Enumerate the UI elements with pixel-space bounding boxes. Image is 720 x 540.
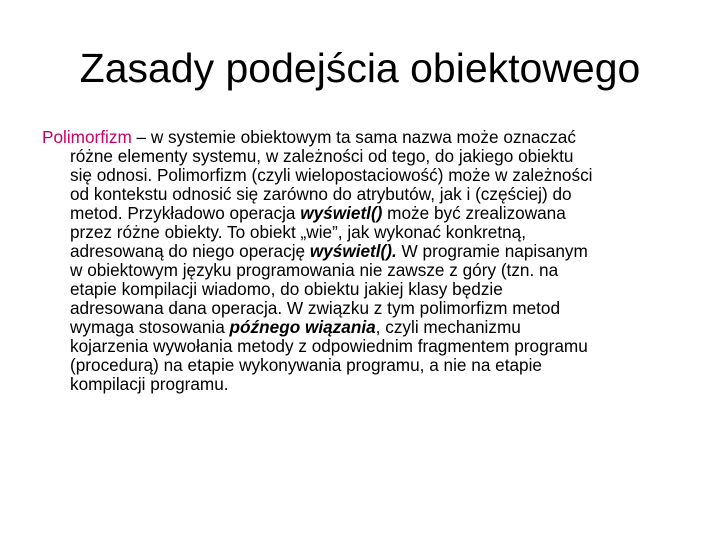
- body-line-7: [42, 242, 682, 261]
- body-line-10: [42, 299, 682, 318]
- body-text-fragment: różne elementy systemu, w zależności od tego, do jakiego obiektu: [70, 146, 574, 166]
- body-line-5: [42, 204, 682, 223]
- body-line-13: [42, 356, 682, 375]
- body-text-fragment: adresowaną do niego operację: [70, 241, 310, 261]
- body-text-fragment: się odnosi. Polimorfizm (czyli wielopostaciowość) może w zależności: [70, 165, 593, 185]
- body-line-12: [42, 337, 682, 356]
- body-text-fragment: wymaga stosowania: [70, 317, 230, 337]
- body-line-3: [42, 166, 682, 185]
- body-line-11: [42, 318, 682, 337]
- body-line-4: [42, 185, 682, 204]
- body-text-fragment: przez różne obiekty. To obiekt „wie”, jak wykonać konkretną,: [70, 222, 526, 242]
- body-line-1: [42, 128, 682, 147]
- body-line-9: [42, 280, 682, 299]
- body-text-fragment: od kontekstu odnosić się zarówno do atrybutów, jak i (częściej) do: [70, 184, 572, 204]
- body-line-8: [42, 261, 682, 280]
- body-text-fragment: może być zrealizowana: [382, 203, 566, 223]
- body-text-fragment: (procedurą) na etapie wykonywania programu, a nie na etapie: [70, 355, 542, 375]
- body-text-fragment: W programie napisanym: [396, 241, 588, 261]
- body-text-fragment: – w systemie obiektowym ta sama nazwa może oznaczać: [131, 127, 576, 147]
- body-text-fragment: , czyli mechanizmu: [375, 317, 521, 337]
- body-line-6: [42, 223, 682, 242]
- body-line-14: [42, 375, 682, 394]
- body-text-fragment: etapie kompilacji wiadomo, do obiektu jakiej klasy będzie: [70, 279, 503, 299]
- slide-title: Zasady podejścia obiektowego: [79, 45, 641, 91]
- slide-body: [42, 128, 682, 394]
- term-polimorfizm: Polimorfizm: [42, 127, 132, 147]
- body-text-fragment: metod. Przykładowo operacja: [70, 203, 301, 223]
- body-text-fragment: w obiektowym języku programowania nie zawsze z góry (tzn. na: [70, 260, 559, 280]
- body-text-fragment: kompilacji programu.: [70, 374, 229, 394]
- body-line-2: [42, 147, 682, 166]
- body-text-fragment: adresowana dana operacja. W związku z tym polimorfizm metod: [70, 298, 561, 318]
- emphasis-pozne-wiazanie: późnego wiązania: [229, 317, 376, 337]
- emphasis-wyswietl: wyświetl().: [309, 241, 397, 261]
- body-text-fragment: kojarzenia wywołania metody z odpowiednim fragmentem programu: [70, 336, 588, 356]
- emphasis-wyswietl: wyświetl(): [300, 203, 383, 223]
